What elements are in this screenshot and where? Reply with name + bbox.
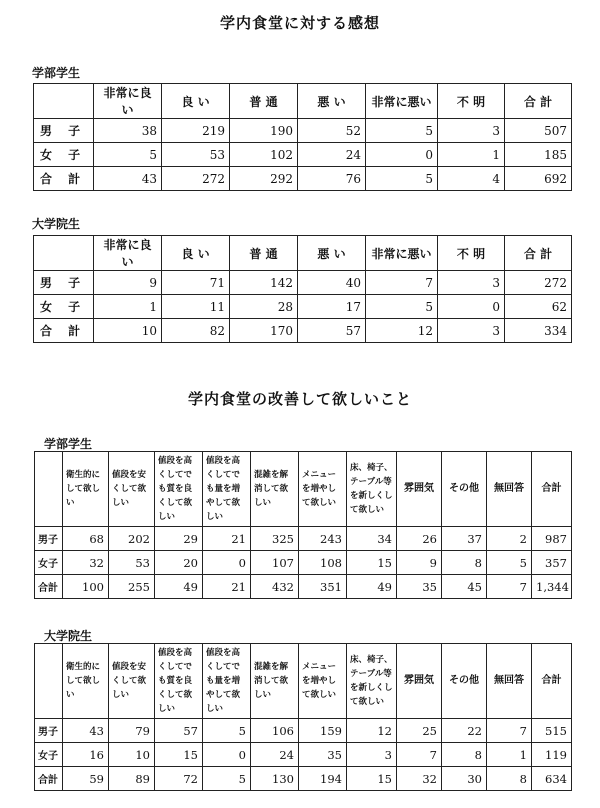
table-cell: 32	[63, 551, 109, 575]
table-cell: 1,344	[532, 575, 572, 599]
table-cell: 29	[155, 527, 203, 551]
table-cell: 202	[109, 527, 155, 551]
header-cell: 合 計	[505, 84, 572, 119]
table-cell: 7	[487, 575, 532, 599]
header-cell: 床、椅子、テーブル等を新しくして欲しい	[347, 644, 397, 719]
table-cell: 1	[438, 143, 505, 167]
section1-undergrad-table	[33, 83, 572, 191]
table-cell: 3	[438, 119, 505, 143]
table-cell: 8	[442, 551, 487, 575]
section2-title: 学内食堂の改善して欲しいこと	[187, 390, 412, 408]
table-cell: 28	[230, 295, 298, 319]
header-cell: 悪 い	[298, 84, 366, 119]
table-cell: 119	[532, 743, 572, 767]
table-cell: 507	[505, 119, 572, 143]
table-cell: 100	[63, 575, 109, 599]
table-cell: 9	[94, 271, 162, 295]
table-row	[35, 575, 572, 599]
header-cell	[34, 84, 94, 119]
header-cell: 不 明	[438, 236, 505, 271]
table-cell: 7	[366, 271, 438, 295]
header-cell: 合計	[532, 452, 572, 527]
table-cell: 325	[251, 527, 299, 551]
table-row	[35, 551, 572, 575]
table-header-row	[35, 644, 572, 719]
table-cell: 15	[155, 743, 203, 767]
row-label: 男子	[35, 719, 63, 743]
header-cell: 非常に良い	[94, 84, 162, 119]
table-cell: 15	[347, 551, 397, 575]
table-cell: 21	[203, 527, 251, 551]
table-cell: 107	[251, 551, 299, 575]
header-cell: 良 い	[162, 84, 230, 119]
table-cell: 8	[442, 743, 487, 767]
table-cell: 53	[162, 143, 230, 167]
table-cell: 17	[298, 295, 366, 319]
row-label: 女 子	[34, 143, 94, 167]
table-row	[35, 719, 572, 743]
table-row	[34, 119, 572, 143]
table-cell: 0	[366, 143, 438, 167]
table-cell: 5	[94, 143, 162, 167]
table-cell: 334	[505, 319, 572, 343]
row-label: 合計	[35, 575, 63, 599]
header-cell: 値段を高くしてでも量を増やして欲しい	[203, 452, 251, 527]
header-cell: 値段を安くして欲しい	[109, 452, 155, 527]
header-cell: 値段を高くしてでも質を良くして欲しい	[155, 644, 203, 719]
table-cell: 34	[347, 527, 397, 551]
table-cell: 12	[366, 319, 438, 343]
header-cell: 雰囲気	[397, 644, 442, 719]
header-cell: 雰囲気	[397, 452, 442, 527]
header-cell: 床、椅子、テーブル等を新しくして欲しい	[347, 452, 397, 527]
header-cell: その他	[442, 452, 487, 527]
header-cell: メニューを増やして欲しい	[299, 452, 347, 527]
table-cell: 0	[203, 743, 251, 767]
row-label: 合 計	[34, 167, 94, 191]
table-cell: 71	[162, 271, 230, 295]
header-cell: 普 通	[230, 236, 298, 271]
table-cell: 68	[63, 527, 109, 551]
table-cell: 1	[94, 295, 162, 319]
table-cell: 45	[442, 575, 487, 599]
table-cell: 21	[203, 575, 251, 599]
table-cell: 52	[298, 119, 366, 143]
section2-grad-table	[34, 643, 572, 791]
table-header-row	[34, 84, 572, 119]
table-cell: 59	[63, 767, 109, 791]
table-header-row	[35, 452, 572, 527]
table-cell: 20	[155, 551, 203, 575]
header-cell: 値段を高くしてでも質を良くして欲しい	[155, 452, 203, 527]
table-cell: 22	[442, 719, 487, 743]
table-cell: 351	[299, 575, 347, 599]
table-cell: 38	[94, 119, 162, 143]
row-label: 女子	[35, 551, 63, 575]
table-cell: 194	[299, 767, 347, 791]
row-label: 男 子	[34, 119, 94, 143]
table-cell: 43	[63, 719, 109, 743]
table-cell: 12	[347, 719, 397, 743]
table-cell: 272	[505, 271, 572, 295]
table-cell: 292	[230, 167, 298, 191]
table-cell: 634	[532, 767, 572, 791]
table-cell: 35	[397, 575, 442, 599]
header-cell	[35, 452, 63, 527]
table-cell: 106	[251, 719, 299, 743]
table-cell: 5	[203, 767, 251, 791]
table-cell: 49	[347, 575, 397, 599]
table-cell: 11	[162, 295, 230, 319]
table-cell: 7	[487, 719, 532, 743]
table-cell: 76	[298, 167, 366, 191]
header-cell: 混雑を解消して欲しい	[251, 452, 299, 527]
table-cell: 219	[162, 119, 230, 143]
table-cell: 15	[347, 767, 397, 791]
row-label: 男 子	[34, 271, 94, 295]
header-cell: 良 い	[162, 236, 230, 271]
table-cell: 10	[94, 319, 162, 343]
table-cell: 24	[251, 743, 299, 767]
table-cell: 35	[299, 743, 347, 767]
table-cell: 53	[109, 551, 155, 575]
header-cell: メニューを増やして欲しい	[299, 644, 347, 719]
table-cell: 8	[487, 767, 532, 791]
table-cell: 4	[438, 167, 505, 191]
table-cell: 5	[203, 719, 251, 743]
header-cell: 値段を安くして欲しい	[109, 644, 155, 719]
header-cell: 衛生的にして欲しい	[63, 452, 109, 527]
header-cell: 値段を高くしてでも量を増やして欲しい	[203, 644, 251, 719]
row-label: 女 子	[34, 295, 94, 319]
table-cell: 57	[298, 319, 366, 343]
table-cell: 25	[397, 719, 442, 743]
header-cell: 合 計	[505, 236, 572, 271]
header-cell: 非常に悪い	[366, 84, 438, 119]
table-cell: 432	[251, 575, 299, 599]
section1-grad-label: 大学院生	[32, 217, 81, 231]
table-cell: 5	[366, 167, 438, 191]
header-cell: 無回答	[487, 452, 532, 527]
table-cell: 30	[442, 767, 487, 791]
table-cell: 987	[532, 527, 572, 551]
table-cell: 357	[532, 551, 572, 575]
table-cell: 10	[109, 743, 155, 767]
table-cell: 79	[109, 719, 155, 743]
table-row	[35, 527, 572, 551]
table-cell: 32	[397, 767, 442, 791]
table-cell: 159	[299, 719, 347, 743]
header-cell: 非常に良い	[94, 236, 162, 271]
table-cell: 5	[366, 119, 438, 143]
row-label: 合 計	[34, 319, 94, 343]
table-cell: 49	[155, 575, 203, 599]
table-cell: 0	[203, 551, 251, 575]
table-cell: 108	[299, 551, 347, 575]
header-cell: 合計	[532, 644, 572, 719]
table-row	[34, 167, 572, 191]
table-row	[34, 319, 572, 343]
row-label: 女子	[35, 743, 63, 767]
header-cell: その他	[442, 644, 487, 719]
table-row	[35, 767, 572, 791]
table-cell: 272	[162, 167, 230, 191]
table-cell: 43	[94, 167, 162, 191]
table-cell: 3	[438, 271, 505, 295]
table-header-row	[34, 236, 572, 271]
table-cell: 37	[442, 527, 487, 551]
header-cell: 不 明	[438, 84, 505, 119]
section1-undergrad-label: 学部学生	[32, 66, 81, 80]
table-cell: 102	[230, 143, 298, 167]
table-cell: 243	[299, 527, 347, 551]
table-cell: 515	[532, 719, 572, 743]
table-cell: 72	[155, 767, 203, 791]
table-cell: 0	[438, 295, 505, 319]
table-row	[34, 271, 572, 295]
section2-undergrad-label: 学部学生	[44, 437, 93, 451]
table-cell: 5	[487, 551, 532, 575]
table-cell: 130	[251, 767, 299, 791]
header-cell: 非常に悪い	[366, 236, 438, 271]
header-cell: 混雑を解消して欲しい	[251, 644, 299, 719]
header-cell	[35, 644, 63, 719]
table-cell: 1	[487, 743, 532, 767]
table-cell: 3	[347, 743, 397, 767]
header-cell	[34, 236, 94, 271]
table-cell: 170	[230, 319, 298, 343]
section2-grad-label: 大学院生	[44, 629, 93, 643]
table-cell: 2	[487, 527, 532, 551]
row-label: 男子	[35, 527, 63, 551]
table-cell: 16	[63, 743, 109, 767]
section1-title: 学内食堂に対する感想	[219, 14, 380, 32]
table-cell: 40	[298, 271, 366, 295]
header-cell: 普 通	[230, 84, 298, 119]
section2-undergrad-table	[34, 451, 572, 599]
header-cell: 悪 い	[298, 236, 366, 271]
table-cell: 7	[397, 743, 442, 767]
table-cell: 3	[438, 319, 505, 343]
table-row	[35, 743, 572, 767]
table-cell: 5	[366, 295, 438, 319]
table-cell: 9	[397, 551, 442, 575]
table-row	[34, 295, 572, 319]
table-cell: 24	[298, 143, 366, 167]
table-cell: 185	[505, 143, 572, 167]
section1-grad-table	[33, 235, 572, 343]
table-cell: 89	[109, 767, 155, 791]
header-cell: 衛生的にして欲しい	[63, 644, 109, 719]
table-cell: 82	[162, 319, 230, 343]
table-cell: 692	[505, 167, 572, 191]
table-cell: 57	[155, 719, 203, 743]
table-cell: 142	[230, 271, 298, 295]
row-label: 合計	[35, 767, 63, 791]
table-cell: 190	[230, 119, 298, 143]
table-row	[34, 143, 572, 167]
table-cell: 26	[397, 527, 442, 551]
table-cell: 255	[109, 575, 155, 599]
table-cell: 62	[505, 295, 572, 319]
header-cell: 無回答	[487, 644, 532, 719]
